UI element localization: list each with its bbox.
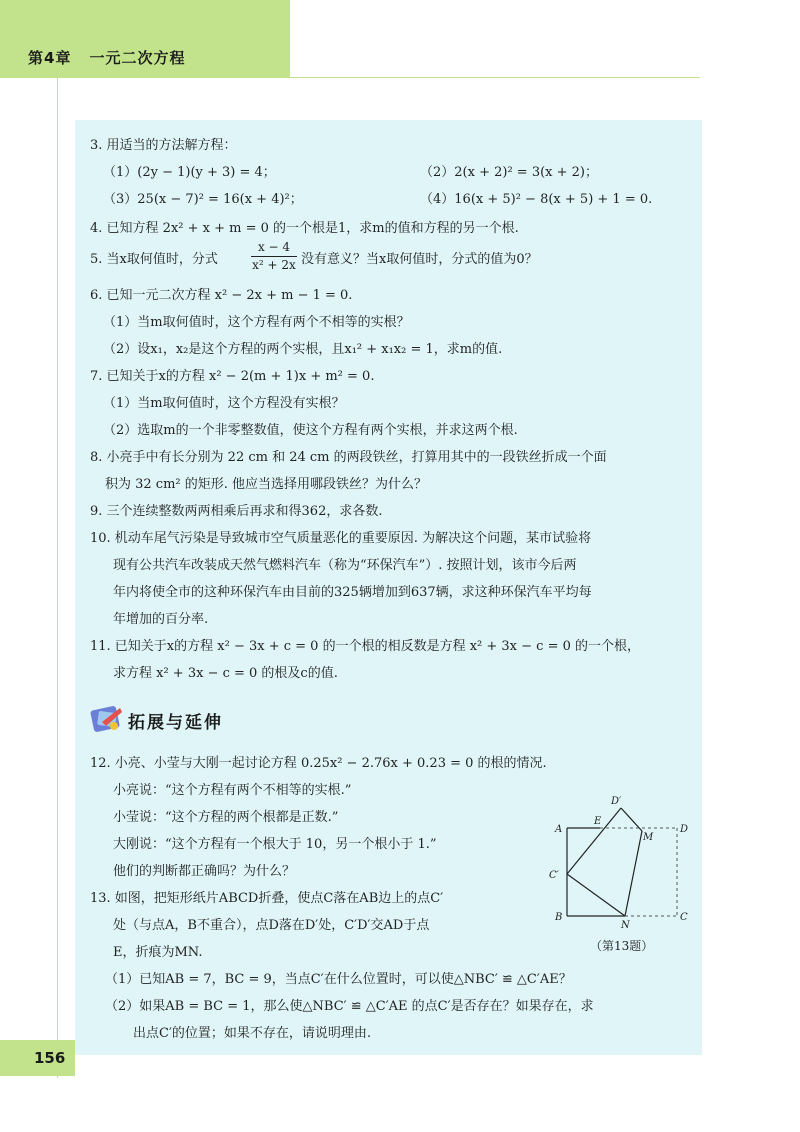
problem-3-3: （3）25(x − 7)² = 16(x + 4)²； [103,192,303,207]
problem-7-2: （2）选取m的一个非零整数值，使这个方程有两个实根，并求这两个根. [103,423,518,438]
problem-6-2: （2）设x₁，x₂是这个方程的两个实根，且x₁² + x₁x₂ = 1，求m的值. [103,342,503,357]
problem-6: 6. 已知一元二次方程 x² − 2x + m − 1 = 0. [90,288,353,303]
fraction-denominator: x² + 2x [252,258,296,272]
problem-10: 10. 机动车尾气污染是导致城市空气质量恶化的重要原因. 为解决这个问题，某市试验将 [90,531,592,546]
label-c-prime: C′ [549,870,559,881]
problem-12-xiaoying: 小莹说：“这个方程的两个根都是正数.” [113,810,339,825]
problem-9: 9. 三个连续整数两两相乘后再求和得362，求各数. [90,504,383,519]
margin-rule [57,78,58,1078]
label-a: A [555,824,563,835]
chapter-heading [28,47,185,68]
problem-13-1: （1）已知AB = 7，BC = 9，当点C′在什么位置时，可以使△NBC′ ≌ △C′AE？ [105,972,572,987]
problem-3-4: （4）16(x + 5)² − 8(x + 5) + 1 = 0. [420,192,653,207]
label-m: M [643,832,654,843]
problem-3-2: （2）2(x + 2)² = 3(x + 2)； [420,165,598,180]
fold-line-mn [625,831,642,916]
problem-3: 3. 用适当的方法解方程： [90,138,237,153]
label-d-prime: D′ [611,796,622,807]
problem-10-cont-1: 现有公共汽车改装成天然气燃料汽车（称为“环保汽车”）. 按照计划，该市今后两 [113,558,577,573]
header-rule [290,77,700,78]
fraction-numerator: x − 4 [257,240,291,254]
problem-13-cont-2: E，折痕为MN. [113,945,203,960]
edge-cpn [567,874,625,916]
chapter-title: 一元二次方程 [89,49,186,67]
problem-12: 12. 小亮、小莹与大刚一起讨论方程 0.25x² − 2.76x + 0.23 = 0 的根的情况. [90,756,547,771]
problem-13-2: （2）如果AB = BC = 1，那么使△NBC′ ≌ △C′AE 的点C′是否存在？如果存在，求 [105,999,594,1014]
problem-5-lead: 5. 当x取何值时，分式 [90,252,218,267]
problem-12-xiaoliang: 小亮说：“这个方程有两个不相等的实根.” [113,783,352,798]
problem-11: 11. 已知关于x的方程 x² − 3x + c = 0 的一个根的相反数是方程 x² + 3x − c = 0 的一个根， [90,639,641,654]
figure-caption: （第13题） [590,939,654,953]
fraction-bar [251,256,297,257]
problem-13: 13. 如图，把矩形纸片ABCD折叠，使点C落在AB边上的点C′ [90,891,444,906]
extension-icon [90,702,124,736]
problem-4: 4. 已知方程 2x² + x + m = 0 的一个根是1，求m的值和方程的另一个根. [90,221,519,236]
label-e: E [594,816,602,827]
problem-3-1: （1）(2y − 1)(y + 3) = 4； [103,165,276,180]
problem-5-tail: 没有意义？当x取何值时，分式的值为0？ [301,252,538,267]
problem-10-cont-3: 年增加的百分率. [113,612,209,627]
problem-12-dagang: 大刚说：“这个方程有一个根大于 10，另一个根小于 1.” [113,837,437,852]
problem-7: 7. 已知关于x的方程 x² − 2(m + 1)x + m² = 0. [90,369,375,384]
problem-8: 8. 小亮手中有长分别为 22 cm 和 24 cm 的两段铁丝，打算用其中的一段铁丝折成一个面 [90,450,607,465]
chapter-header [0,0,290,78]
problem-6-1: （1）当m取何值时，这个方程有两个不相等的实根？ [103,315,410,330]
problem-7-1: （1）当m取何值时，这个方程没有实根？ [103,396,345,411]
section-title: 拓展与延伸 [128,713,223,733]
label-b: B [555,912,563,923]
problem-8-cont: 积为 32 cm² 的矩形. 他应当选择用哪段铁丝？为什么？ [105,477,428,492]
problem-10-cont-2: 年内将使全市的这种环保汽车由目前的325辆增加到637辆，求这种环保汽车平均每 [113,585,592,600]
problem-12-question: 他们的判断都正确吗？为什么？ [113,864,296,879]
label-n: N [621,920,630,931]
chapter-number: 第4章 [28,49,72,67]
problem-13-cont-1: 处（与点A，B不重合），点D落在D′处，C′D′交AD于点 [113,918,430,933]
problem-13-2-cont: 出点C′的位置；如果不存在，请说明理由. [133,1026,372,1041]
problem-11-cont: 求方程 x² + 3x − c = 0 的根及c的值. [113,666,338,681]
label-c: C [680,912,688,923]
page-number: 156 [0,1040,75,1076]
label-d: D [680,824,689,835]
